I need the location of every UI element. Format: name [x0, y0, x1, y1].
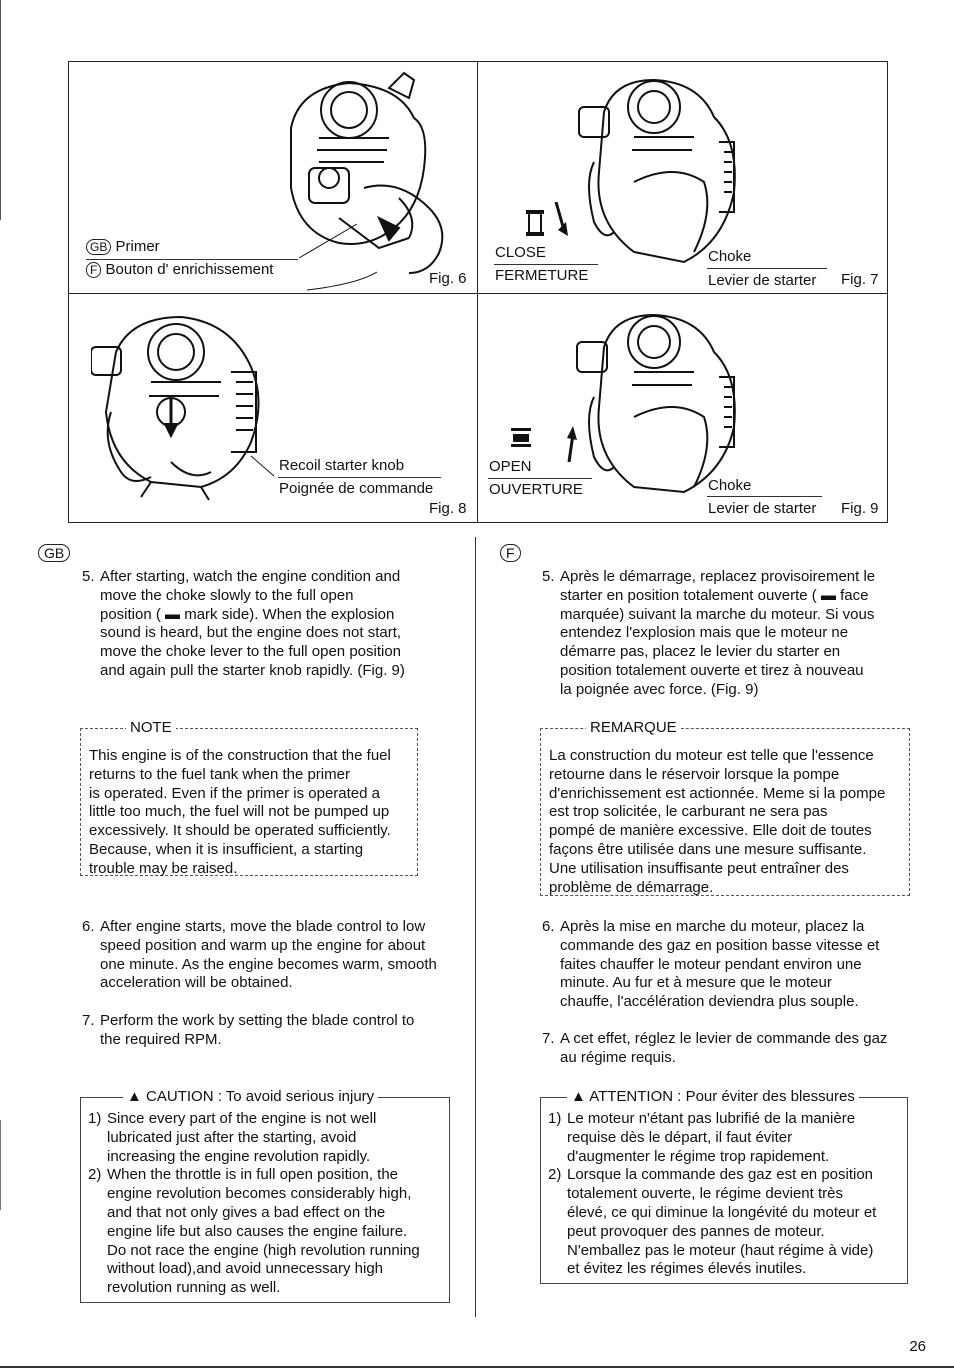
f-language-badge: F: [500, 544, 521, 562]
choke-label-fr: Levier de starter: [708, 272, 817, 289]
caution-heading: [123, 1088, 378, 1107]
fig-9-label: Fig. 9: [841, 500, 879, 517]
column-divider: [475, 537, 476, 1317]
step-text: Après la mise en marche du moteur, placez la commande des gaz en position basse vitesse et faites chauffer le moteur pendant environ une minute. Au fur et à mesure que le moteur chauffe, l'accélération deviendra plus souple.: [560, 918, 880, 1011]
caution-heading-text: CAUTION : To avoid serious injury: [146, 1088, 375, 1105]
scan-edge-mark: [0, 1120, 1, 1210]
french-step-6: [542, 918, 912, 1012]
page-number: 26: [909, 1338, 926, 1355]
caution-list: [81, 1098, 449, 1298]
fig-7-label: Fig. 7: [841, 271, 879, 288]
note-body: This engine is of the construction that the fuel returns to the fuel tank when the primer is operated. Even if the primer is operated a little too much, the fuel will not be pumped up excessively. It should be operated sufficiently. Because, when it is insufficient, a starting trouble may be raised.: [89, 747, 391, 877]
french-step-7: [542, 1030, 912, 1068]
step-text: After starting, watch the engine condition and move the choke slowly to the full open position ( ▬ mark side). When the explosion sound is heard, but the engine does not start, move the choke lever to the full open position and again pull the starter knob rapidly. (Fig. 9): [100, 568, 405, 679]
note-heading: REMARQUE: [586, 719, 681, 738]
leader-line: [249, 454, 279, 479]
item-text: Since every part of the engine is not well lubricated just after the starting, avoid increasing the engine revolution rapidly.: [107, 1110, 377, 1165]
engine-choke-close-illustration: [574, 72, 744, 277]
primer-label-row: [86, 238, 160, 255]
caution-item: [541, 1166, 907, 1279]
recoil-knob-label: Recoil starter knob: [279, 457, 405, 474]
english-note-box: [80, 719, 418, 877]
caution-item: [81, 1166, 449, 1298]
caution-list: [541, 1098, 907, 1279]
english-step-6: [82, 918, 467, 993]
choke-label: Choke: [708, 248, 752, 265]
step-text: Après le démarrage, replacez provisoirement le starter en position totalement ouverte ( ▬ face marquée) suivant la marche du moteur. Si vous entendez l'explosion mais que le moteur ne démarre pas, placez le levier du starter en position totalement ouverte et tirez à nouveau la poignée avec force. (Fig. 9): [560, 568, 876, 698]
close-position-icon: [524, 202, 574, 242]
open-label: OPEN: [489, 458, 532, 475]
step-number: 5.: [542, 568, 555, 585]
step-number: 7.: [82, 1012, 95, 1029]
step-number: 7.: [542, 1030, 555, 1047]
english-step-5: [82, 568, 467, 681]
english-caution-box: [80, 1088, 450, 1303]
label-underline: [86, 259, 298, 260]
step-number: 5.: [82, 568, 95, 585]
bottom-rule: [0, 1366, 954, 1368]
leader-line: [297, 222, 377, 292]
item-text: Le moteur n'étant pas lubrifié de la manière requise dès le départ, il faut éviter d'augmenter le régime trop rapidement.: [567, 1110, 856, 1165]
fermeture-label: FERMETURE: [495, 267, 589, 284]
label-underline: [494, 264, 598, 265]
ouverture-label: OUVERTURE: [489, 481, 583, 498]
step-text: After engine starts, move the blade control to low speed position and warm up the engine for about one minute. As the engine becomes warm, smooth acceleration will be obtained.: [100, 918, 437, 992]
badge-fr: F: [86, 262, 101, 278]
french-step-5: [542, 568, 912, 700]
primer-label-fr: Bouton d' enrichissement: [105, 261, 274, 278]
english-step-7: [82, 1012, 467, 1050]
badge-gb: GB: [86, 239, 111, 255]
step-text: Perform the work by setting the blade control to the required RPM.: [100, 1012, 415, 1048]
fig-8-label: Fig. 8: [429, 500, 467, 517]
caution-heading-text: ATTENTION : Pour éviter des blessures: [589, 1088, 855, 1105]
scan-edge-mark: [0, 0, 1, 220]
warning-icon: ▲: [571, 1088, 586, 1105]
item-number: 2): [548, 1166, 562, 1184]
close-label: CLOSE: [495, 244, 546, 261]
item-number: 1): [88, 1110, 102, 1127]
grid-divider-horizontal: [69, 293, 887, 294]
french-note-box: [540, 719, 910, 896]
choke-label: Choke: [708, 477, 752, 494]
step-number: 6.: [82, 918, 95, 935]
primer-label: Primer: [115, 238, 160, 255]
item-number: 2): [88, 1166, 102, 1184]
item-text: When the throttle is in full open position, the engine revolution becomes considerably high, and that not only gives a bad effect on the engine life but also causes the engine failure. Do not race the engine (high revolution running without load),and avoid unnecessary high revolution running as well.: [107, 1166, 420, 1297]
item-number: 1): [548, 1110, 562, 1127]
engine-recoil-starter-illustration: [91, 312, 271, 502]
step-text: A cet effet, réglez le levier de commande des gaz au régime requis.: [560, 1030, 888, 1066]
grid-divider-vertical: [477, 62, 478, 522]
label-underline: [488, 478, 592, 479]
caution-item: [541, 1110, 907, 1166]
recoil-knob-label-fr: Poignée de commande: [279, 480, 434, 497]
step-number: 6.: [542, 918, 555, 935]
gb-language-badge: GB: [38, 544, 70, 562]
caution-item: [81, 1110, 449, 1166]
choke-label-fr: Levier de starter: [708, 500, 817, 517]
note-heading: NOTE: [126, 719, 176, 738]
note-body: La construction du moteur est telle que l'essence retourne dans le réservoir lorsque la pompe d'enrichissement est actionnée. Meme si la pompe est trop solicitée, le carburant ne sera pas pompé de manière excessive. Elle doit de toutes façons être utilisée dans une mesure suffisante. Une utilisation insuffisante peut entraîner des problème de démarrage.: [549, 747, 886, 896]
label-underline: [707, 496, 822, 497]
item-text: Lorsque la commande des gaz est en position totalement ouverte, le régime devient très élevé, ce qui diminue la longévité du moteur et peut provoquer des pannes de moteur. N'emballez pas le moteur (haut régime à vide) et évitez les régimes élevés inutiles.: [567, 1166, 877, 1278]
label-underline: [707, 268, 827, 269]
caution-heading: [567, 1088, 859, 1107]
primer-label-fr-row: [86, 261, 273, 278]
label-underline: [278, 477, 441, 478]
fig-6-label: Fig. 6: [429, 270, 467, 287]
figure-grid: [68, 61, 888, 523]
warning-icon: ▲: [127, 1088, 142, 1105]
french-caution-box: [540, 1088, 908, 1284]
